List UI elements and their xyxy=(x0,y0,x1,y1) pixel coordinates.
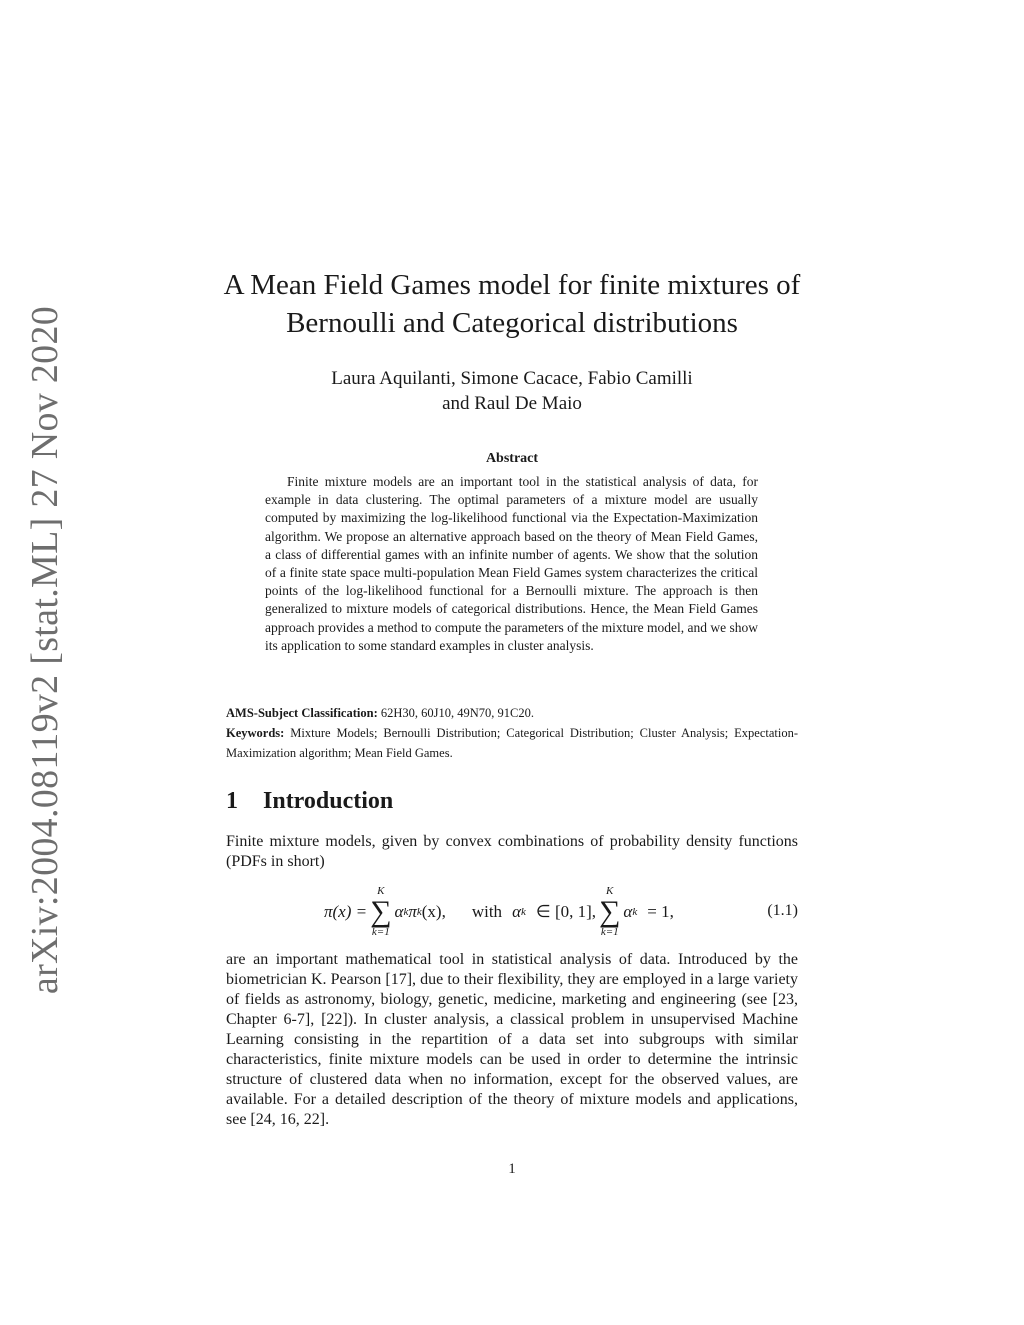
summation-2-lower: k=1 xyxy=(600,926,619,938)
alpha-subscript: k xyxy=(403,906,409,918)
summation-2-upper: K xyxy=(606,885,614,897)
alpha-subscript-2: k xyxy=(521,906,526,918)
pi-symbol: π xyxy=(408,902,417,921)
equation-equals-one: = 1, xyxy=(647,902,674,921)
pi-argument: (x), xyxy=(421,902,446,921)
equation-membership: ∈ [0, 1], xyxy=(535,902,597,921)
abstract-heading: Abstract xyxy=(485,451,539,466)
equation-lhs: π(x) = xyxy=(324,902,368,921)
authors xyxy=(260,366,764,416)
summation-1-lower: k=1 xyxy=(371,926,390,938)
ams-value: 62H30, 60J10, 49N70, 91C20. xyxy=(380,706,534,720)
arxiv-identifier-stamp xyxy=(20,305,70,995)
paper-title: A Mean Field Games model for finite mixtures of Bernoulli and Categorical distributions xyxy=(223,269,801,339)
pi-subscript: k xyxy=(416,906,422,918)
keywords xyxy=(226,723,798,763)
summation-2-sigma: ∑ xyxy=(599,895,621,928)
alpha-symbol-3: α xyxy=(623,902,633,921)
section-number: 1 xyxy=(226,788,238,814)
summation-1-sigma: ∑ xyxy=(370,895,392,928)
ams-label: AMS-Subject Classification: xyxy=(226,706,378,720)
authors-line-2: and Raul De Maio xyxy=(442,393,582,414)
section-title: Introduction xyxy=(263,788,394,814)
ams-classification xyxy=(226,703,798,723)
equation-with: with xyxy=(471,902,503,921)
arxiv-identifier: arXiv:2004.08119v2 [stat.ML] 27 Nov 2020 xyxy=(24,305,67,995)
equation-number: (1.1) xyxy=(767,902,798,919)
alpha-symbol: α xyxy=(394,902,404,921)
page-number: 1 xyxy=(508,1161,516,1177)
alpha-subscript-3: k xyxy=(632,906,638,918)
summation-2 xyxy=(599,886,620,938)
keywords-label: Keywords: xyxy=(226,726,285,740)
section-heading xyxy=(226,788,393,815)
equation-body xyxy=(324,882,674,942)
keywords-value: Mixture Models; Bernoulli Distribution; Categorical Distribution; Cluster Analysis; Expectation-Maximization algorithm; Mean Field Games. xyxy=(226,726,799,760)
summation-1 xyxy=(370,886,391,938)
intro-paragraph-2: are an important mathematical tool in statistical analysis of data. Introduced by the biometrician K. Pearson [17], due to their flexibility, they are employed in a large variety of fields as astronomy, biology, genetic, medicine, marketing and engineering (see [23, Chapter 6-7], [22]). In cluster analysis, a classical problem in unsupervised Machine Learning consisting in the repartition of a data set into subgroups with similar characteristics, finite mixture models can be used in order to determine the intrinsic structure of clustered data when no information, except for the observed values, are available. For a detailed description of the theory of mixture models and applications, see [24, 16, 22]. xyxy=(226,951,798,1128)
abstract-text: Finite mixture models are an important tool in the statistical analysis of data, for example in data clustering. The optimal parameters of a mixture model are usually computed by maximizing the log-likelihood functional via the Expectation-Maximization algorithm. We propose an alternative approach based on the theory of Mean Field Games, a class of differential games with an infinite number of agents. We show that the solution of a finite state space multi-population Mean Field Games system characterizes the critical points of the log-likelihood functional for a Bernoulli mixture. The approach is then generalized to mixture models of categorical distributions. Hence, the Mean Field Games approach provides a method to compute the parameters of the mixture model, and we show its application to some standard examples in cluster analysis. xyxy=(265,474,758,653)
equation-1-1 xyxy=(226,882,798,942)
alpha-symbol-2: α xyxy=(512,902,521,921)
authors-line-1: Laura Aquilanti, Simone Cacace, Fabio Camilli xyxy=(331,368,693,389)
intro-paragraph-1: Finite mixture models, given by convex combinations of probability density functions (PDFs in short) xyxy=(226,833,798,870)
summation-1-upper: K xyxy=(377,885,385,897)
